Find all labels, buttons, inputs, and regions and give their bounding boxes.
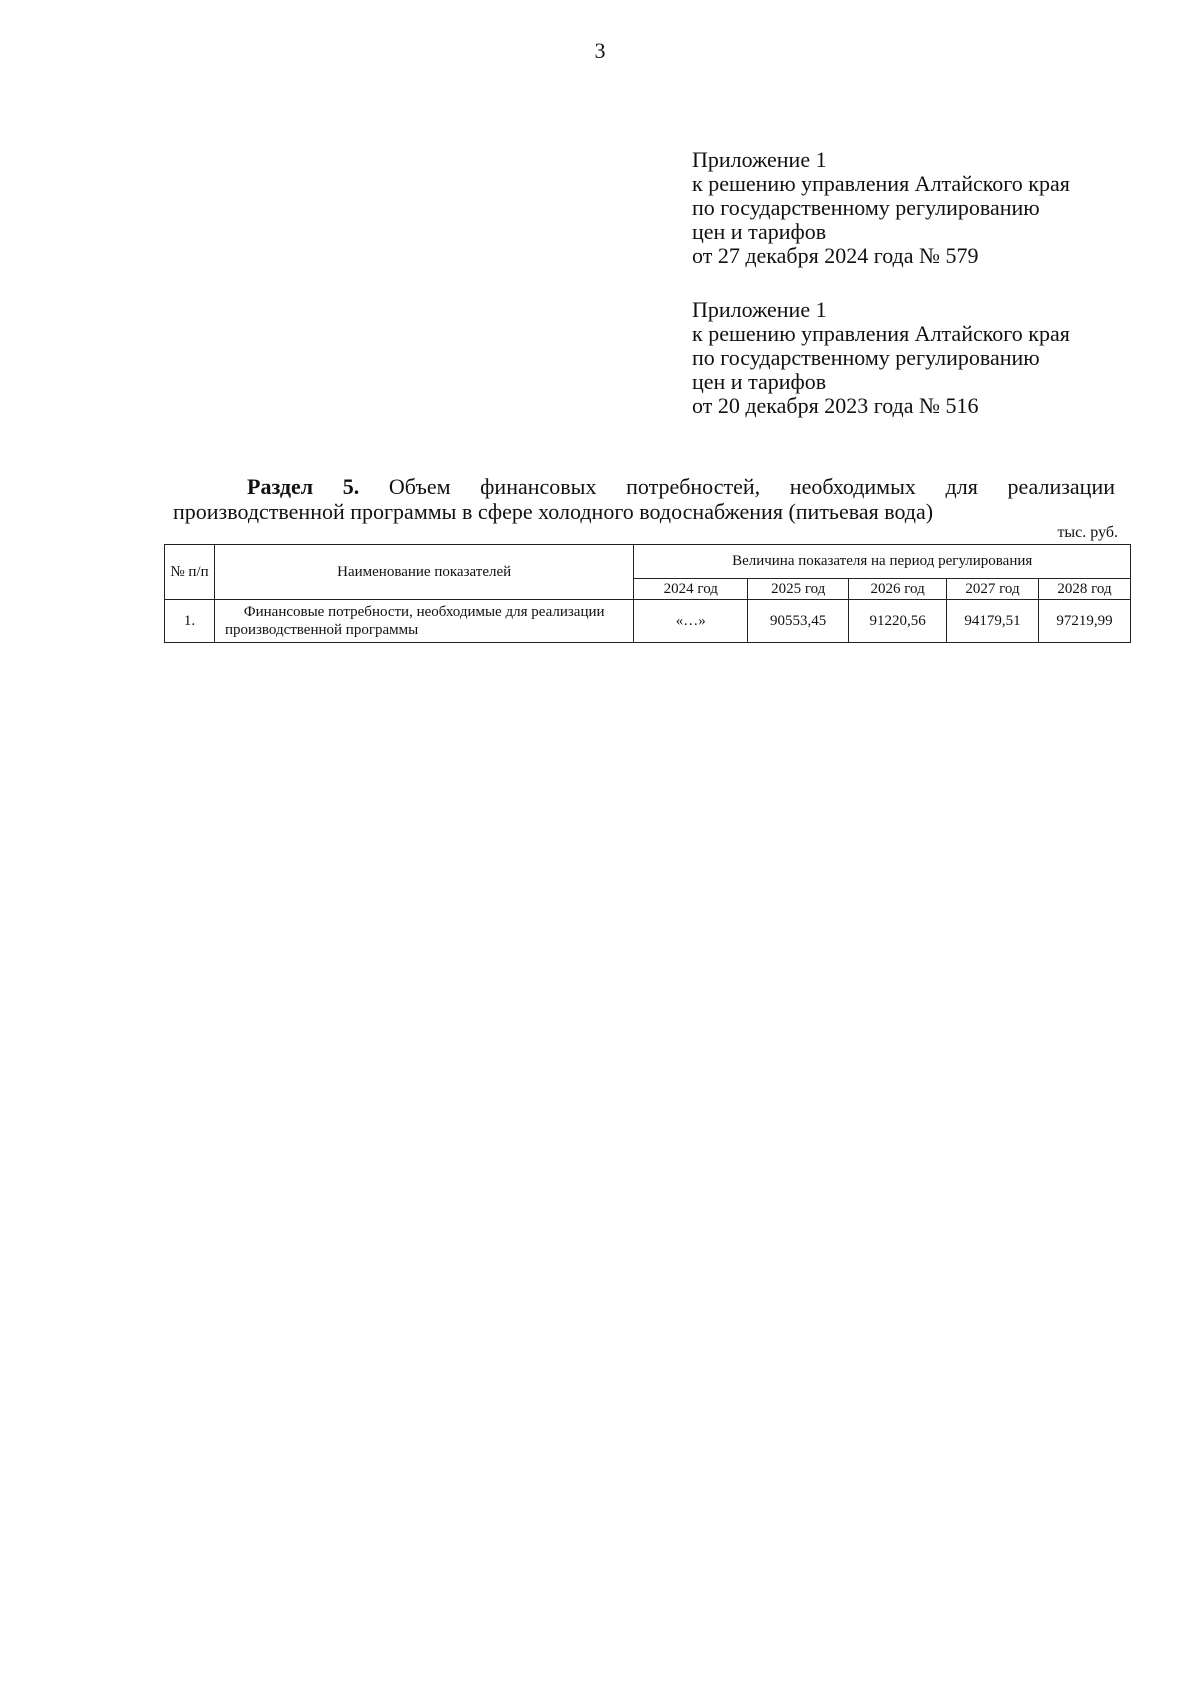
year-header: 2025 год bbox=[748, 579, 849, 600]
annex-current-line: по государственному регулированию bbox=[692, 195, 1040, 220]
year-header: 2028 год bbox=[1039, 579, 1131, 600]
annex-previous-line: к решению управления Алтайского края bbox=[692, 321, 1070, 346]
row-name: Финансовые потребности, необходимые для реализации производственной программы bbox=[214, 600, 633, 643]
col-no-header: № п/п bbox=[165, 545, 215, 600]
page-number: 3 bbox=[594, 38, 606, 63]
annex-previous-line: цен и тарифов bbox=[692, 369, 827, 394]
annex-previous-line: по государственному регулированию bbox=[692, 345, 1040, 370]
row-value: «…» bbox=[634, 600, 748, 643]
annex-previous-line: Приложение 1 bbox=[692, 297, 827, 322]
year-header: 2027 год bbox=[947, 579, 1039, 600]
annex-current-line: от 27 декабря 2024 года № 579 bbox=[692, 243, 979, 268]
row-value: 91220,56 bbox=[849, 600, 947, 643]
section-label: Раздел 5. bbox=[247, 474, 360, 499]
row-value: 94179,51 bbox=[947, 600, 1039, 643]
row-value: 90553,45 bbox=[748, 600, 849, 643]
financial-needs-table bbox=[164, 544, 1131, 643]
section-title-line2: производственной программы в сфере холодного водоснабжения (питьевая вода) bbox=[173, 499, 934, 524]
annex-current-line: Приложение 1 bbox=[692, 147, 827, 172]
annex-current bbox=[692, 148, 1152, 268]
section-title-line1 bbox=[173, 474, 1115, 499]
section-title-text1: Объем финансовых потребностей, необходимых для реализации bbox=[388, 474, 1115, 499]
row-number: 1. bbox=[165, 600, 215, 643]
table-header-row bbox=[165, 545, 1131, 579]
annex-current-line: к решению управления Алтайского края bbox=[692, 171, 1070, 196]
annex-previous-line: от 20 декабря 2023 года № 516 bbox=[692, 393, 979, 418]
col-period-header: Величина показателя на период регулирования bbox=[634, 545, 1131, 579]
annex-current-line: цен и тарифов bbox=[692, 219, 827, 244]
col-name-header: Наименование показателей bbox=[214, 545, 633, 600]
year-header: 2024 год bbox=[634, 579, 748, 600]
section-title bbox=[173, 474, 1115, 524]
table-row bbox=[165, 600, 1131, 643]
units-label: тыс. руб. bbox=[1057, 524, 1118, 541]
annex-previous bbox=[692, 298, 1152, 418]
row-value: 97219,99 bbox=[1039, 600, 1131, 643]
year-header: 2026 год bbox=[849, 579, 947, 600]
